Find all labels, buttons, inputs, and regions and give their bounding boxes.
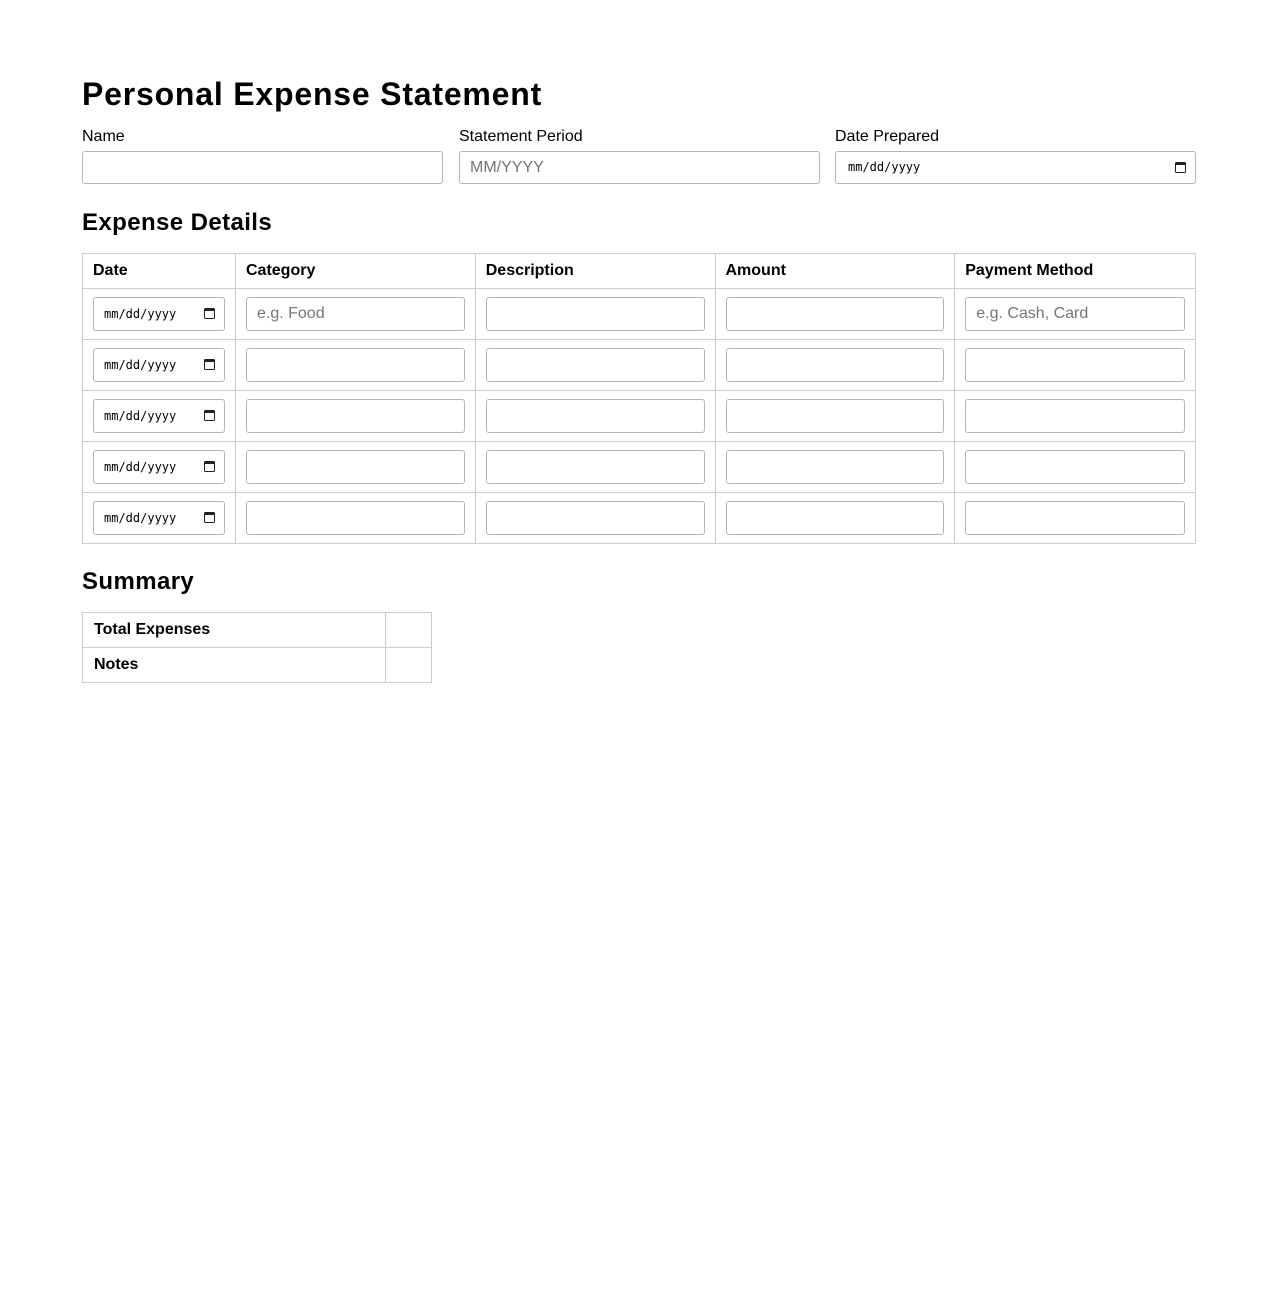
table-row (83, 289, 1196, 340)
expense-date-input[interactable] (93, 399, 225, 433)
summary-table (82, 612, 432, 683)
expense-details-title: Expense Details (82, 209, 273, 236)
payment-method-input[interactable] (965, 399, 1185, 433)
category-input[interactable] (246, 399, 465, 433)
name-input[interactable] (82, 151, 443, 184)
calendar-icon[interactable] (204, 308, 215, 319)
amount-input[interactable] (726, 399, 945, 433)
date-placeholder: mm/dd/yyyy (104, 409, 177, 423)
amount-input[interactable] (726, 297, 945, 331)
date-prepared-field-group (835, 126, 1196, 184)
calendar-icon[interactable] (204, 512, 215, 523)
payment-method-input[interactable] (965, 348, 1185, 382)
payment-method-input[interactable] (965, 450, 1185, 484)
expense-date-input[interactable] (93, 297, 225, 331)
description-input[interactable] (486, 450, 705, 484)
date-placeholder: mm/dd/yyyy (104, 307, 177, 321)
statement-period-label: Statement Period (459, 128, 583, 145)
calendar-icon[interactable] (1175, 162, 1186, 173)
column-header-amount: Amount (715, 254, 955, 289)
payment-method-input[interactable]: e.g. Cash, Card (965, 297, 1185, 331)
category-input[interactable] (246, 501, 465, 535)
amount-input[interactable] (726, 501, 945, 535)
notes-label: Notes (83, 648, 386, 683)
category-input[interactable]: e.g. Food (246, 297, 465, 331)
expense-table (82, 253, 1196, 544)
date-placeholder: mm/dd/yyyy (104, 358, 177, 372)
notes-value[interactable] (386, 648, 432, 683)
table-row (83, 340, 1196, 391)
description-input[interactable] (486, 348, 705, 382)
calendar-icon[interactable] (204, 461, 215, 472)
summary-row-notes (83, 648, 432, 683)
date-prepared-label: Date Prepared (835, 128, 940, 145)
expense-date-input[interactable] (93, 348, 225, 382)
category-input[interactable] (246, 348, 465, 382)
column-header-description: Description (475, 254, 715, 289)
date-placeholder: mm/dd/yyyy (104, 511, 177, 525)
expense-date-input[interactable] (93, 501, 225, 535)
table-row (83, 442, 1196, 493)
date-prepared-input[interactable] (835, 151, 1196, 184)
category-input[interactable] (246, 450, 465, 484)
summary-row-total-expenses (83, 613, 432, 648)
column-header-payment-method: Payment Method (955, 254, 1196, 289)
calendar-icon[interactable] (204, 410, 215, 421)
statement-period-input[interactable]: MM/YYYY (459, 151, 820, 184)
date-prepared-placeholder: mm/dd/yyyy (848, 160, 921, 174)
summary-title: Summary (82, 568, 195, 595)
description-input[interactable] (486, 501, 705, 535)
payment-method-input[interactable] (965, 501, 1185, 535)
column-header-date: Date (83, 254, 236, 289)
statement-period-field-group (459, 126, 820, 184)
calendar-icon[interactable] (204, 359, 215, 370)
name-field-group (82, 126, 443, 184)
header-fields (82, 126, 1196, 186)
total-expenses-label: Total Expenses (83, 613, 386, 648)
column-header-category: Category (236, 254, 476, 289)
amount-input[interactable] (726, 450, 945, 484)
table-row (83, 493, 1196, 544)
date-placeholder: mm/dd/yyyy (104, 460, 177, 474)
description-input[interactable] (486, 297, 705, 331)
total-expenses-value[interactable] (386, 613, 432, 648)
page-title: Personal Expense Statement (82, 76, 543, 112)
amount-input[interactable] (726, 348, 945, 382)
description-input[interactable] (486, 399, 705, 433)
name-label: Name (82, 128, 125, 145)
expense-date-input[interactable] (93, 450, 225, 484)
table-row (83, 391, 1196, 442)
expense-table-header (83, 254, 1196, 289)
